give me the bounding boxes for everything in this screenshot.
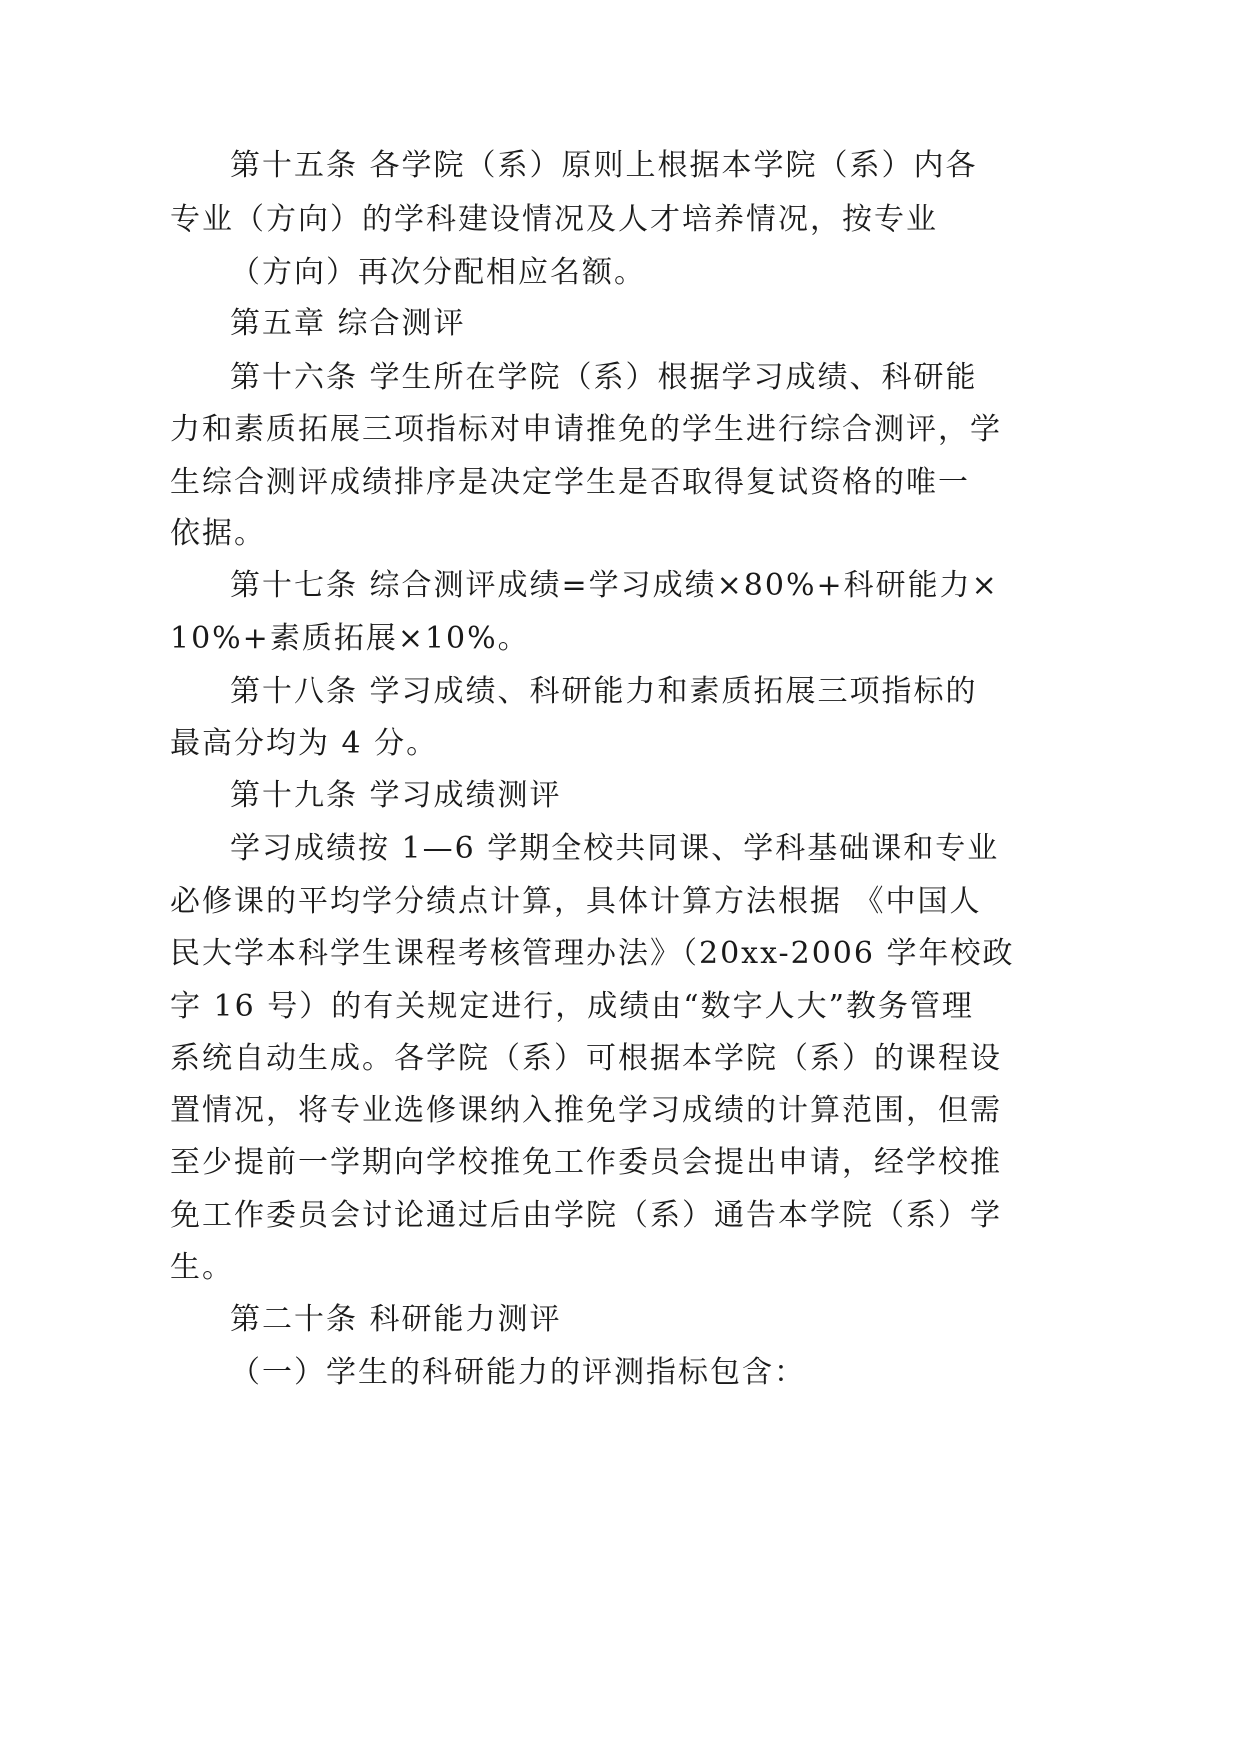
- article-19-line-4: 字 16 号）的有关规定进行，成绩由“数字人大”教务管理: [170, 989, 974, 1024]
- article-19-line-1: 学习成绩按 1—6 学期全校共同课、学科基础课和专业: [230, 831, 1000, 866]
- article-16-line-1: 第十六条 学生所在学院（系）根据学习成绩、科研能: [230, 360, 978, 395]
- article-19-line-3: 民大学本科学生课程考核管理办法》（20xx-2006 学年校政: [170, 936, 1015, 971]
- article-15-line-2: 专业（方向）的学科建设情况及人才培养情况，按专业: [170, 202, 938, 237]
- article-19-line-5: 系统自动生成。各学院（系）可根据本学院（系）的课程设: [170, 1041, 1002, 1076]
- article-15-line-1: 第十五条 各学院（系）原则上根据本学院（系）内各: [230, 148, 978, 183]
- article-19-line-6: 置情况，将专业选修课纳入推免学习成绩的计算范围，但需: [170, 1093, 1002, 1128]
- article-19-line-2: 必修课的平均学分绩点计算，具体计算方法根据 《中国人: [170, 884, 982, 919]
- article-19-line-9: 生。: [170, 1250, 234, 1285]
- article-20-item-1: （一）学生的科研能力的评测指标包含：: [230, 1355, 806, 1390]
- article-16-line-3: 生综合测评成绩排序是决定学生是否取得复试资格的唯一: [170, 465, 970, 500]
- article-18-line-1: 第十八条 学习成绩、科研能力和素质拓展三项指标的: [230, 674, 978, 709]
- article-16-line-4: 依据。: [170, 516, 266, 551]
- article-19-line-8: 免工作委员会讨论通过后由学院（系）通告本学院（系）学: [170, 1198, 1002, 1233]
- article-15-line-3: （方向）再次分配相应名额。: [230, 255, 646, 290]
- article-17-line-2: 10%+素质拓展×10%。: [170, 621, 530, 656]
- article-17-line-1: 第十七条 综合测评成绩=学习成绩×80%+科研能力×: [230, 568, 999, 603]
- article-16-line-2: 力和素质拓展三项指标对申请推免的学生进行综合测评，学: [170, 412, 1002, 447]
- article-18-line-2: 最高分均为 4 分。: [170, 726, 439, 761]
- chapter-5-heading: 第五章 综合测评: [230, 306, 466, 341]
- article-20-heading: 第二十条 科研能力测评: [230, 1302, 562, 1337]
- article-19-line-7: 至少提前一学期向学校推免工作委员会提出申请，经学校推: [170, 1145, 1002, 1180]
- article-19-heading: 第十九条 学习成绩测评: [230, 778, 562, 813]
